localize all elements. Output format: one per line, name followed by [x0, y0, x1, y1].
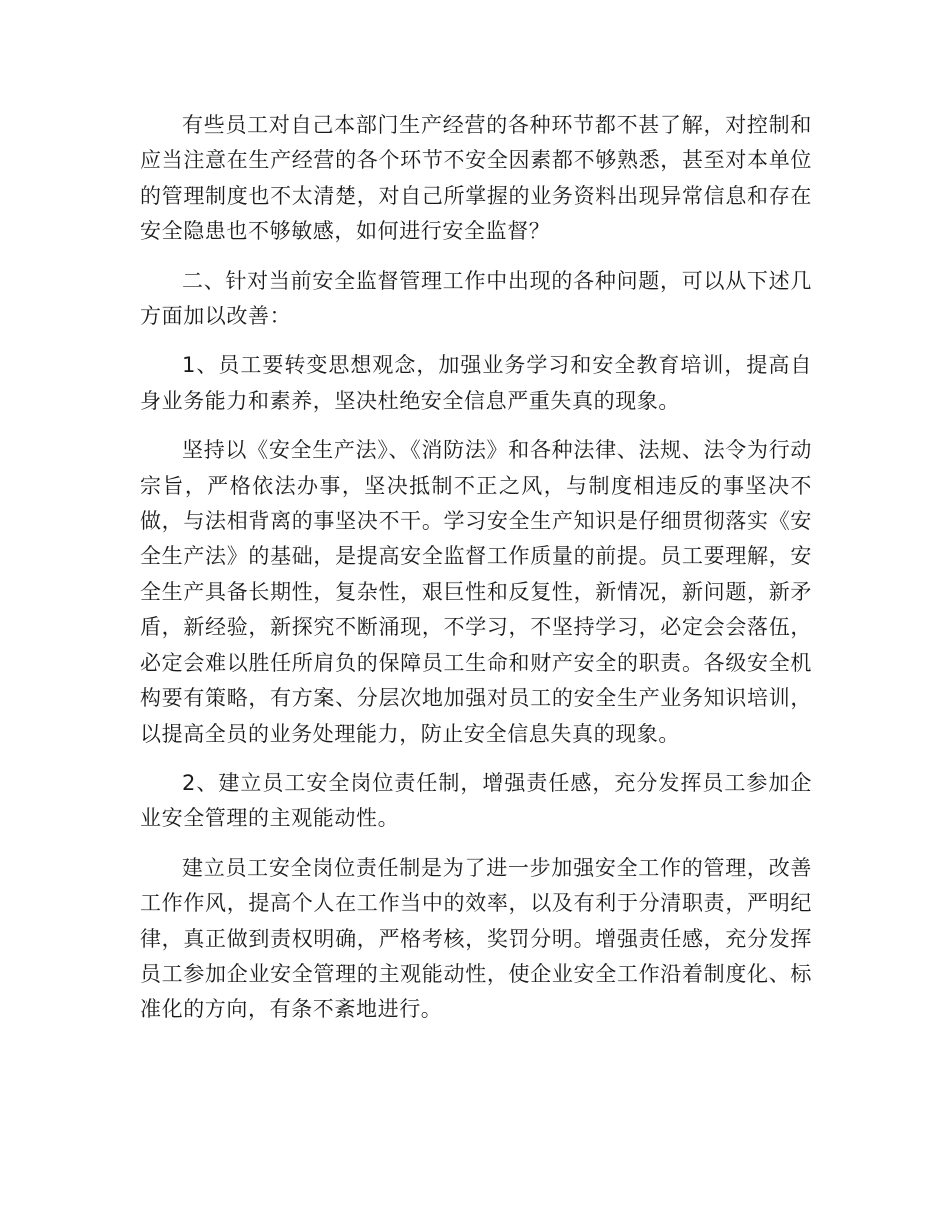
- paragraph-awareness-problem: 有些员工对自己本部门生产经营的各种环节都不甚了解，对控制和应当注意在生产经营的各个环节不安全因素都不够熟悉，甚至对本单位的管理制度也不太清楚，对自己所掌握的业务资料出现异常信息和存在安全隐患也不够敏感，如何进行安全监督？: [140, 113, 812, 244]
- paragraph-point-one: 1、员工要转变思想观念，加强业务学习和安全教育培训，提高自身业务能力和素养，坚决杜绝安全信息严重失真的现象。: [140, 353, 812, 413]
- document-body: [140, 108, 812, 1042]
- paragraph-section-two-heading: 二、针对当前安全监督管理工作中出现的各种问题，可以从下述几方面加以改善：: [140, 268, 812, 329]
- paragraph-point-two-detail: 建立员工安全岗位责任制是为了进一步加强安全工作的管理，改善工作作风，提高个人在工作当中的效率，以及有利于分清职责，严明纪律，真正做到责权明确，严格考核，奖罚分明。增强责任感，充分发挥员工参加企业安全管理的主观能动性，使企业安全工作沿着制度化、标准化的方向，有条不紊地进行。: [140, 855, 812, 1022]
- paragraph-point-two: 2、建立员工安全岗位责任制，增强责任感，充分发挥员工参加企业安全管理的主观能动性。: [140, 770, 812, 831]
- paragraph-point-one-detail: 坚持以《安全生产法》、《消防法》和各种法律、法规、法令为行动宗旨，严格依法办事，坚决抵制不正之风，与制度相违反的事坚决不做，与法相背离的事坚决不干。学习安全生产知识是仔细贯彻落实《安全生产法》的基础，是提高安全监督工作质量的前提。员工要理解，安全生产具备长期性，复杂性，艰巨性和反复性，新情况，新问题，新矛盾，新经验，新探究不断涌现，不学习，不坚持学习，必定会会落伍，必定会难以胜任所肩负的保障员工生命和财产安全的职责。各级安全机构要有策略，有方案、分层次地加强对员工的安全生产业务知识培训，以提高全员的业务处理能力，防止安全信息失真的现象。: [140, 438, 812, 746]
